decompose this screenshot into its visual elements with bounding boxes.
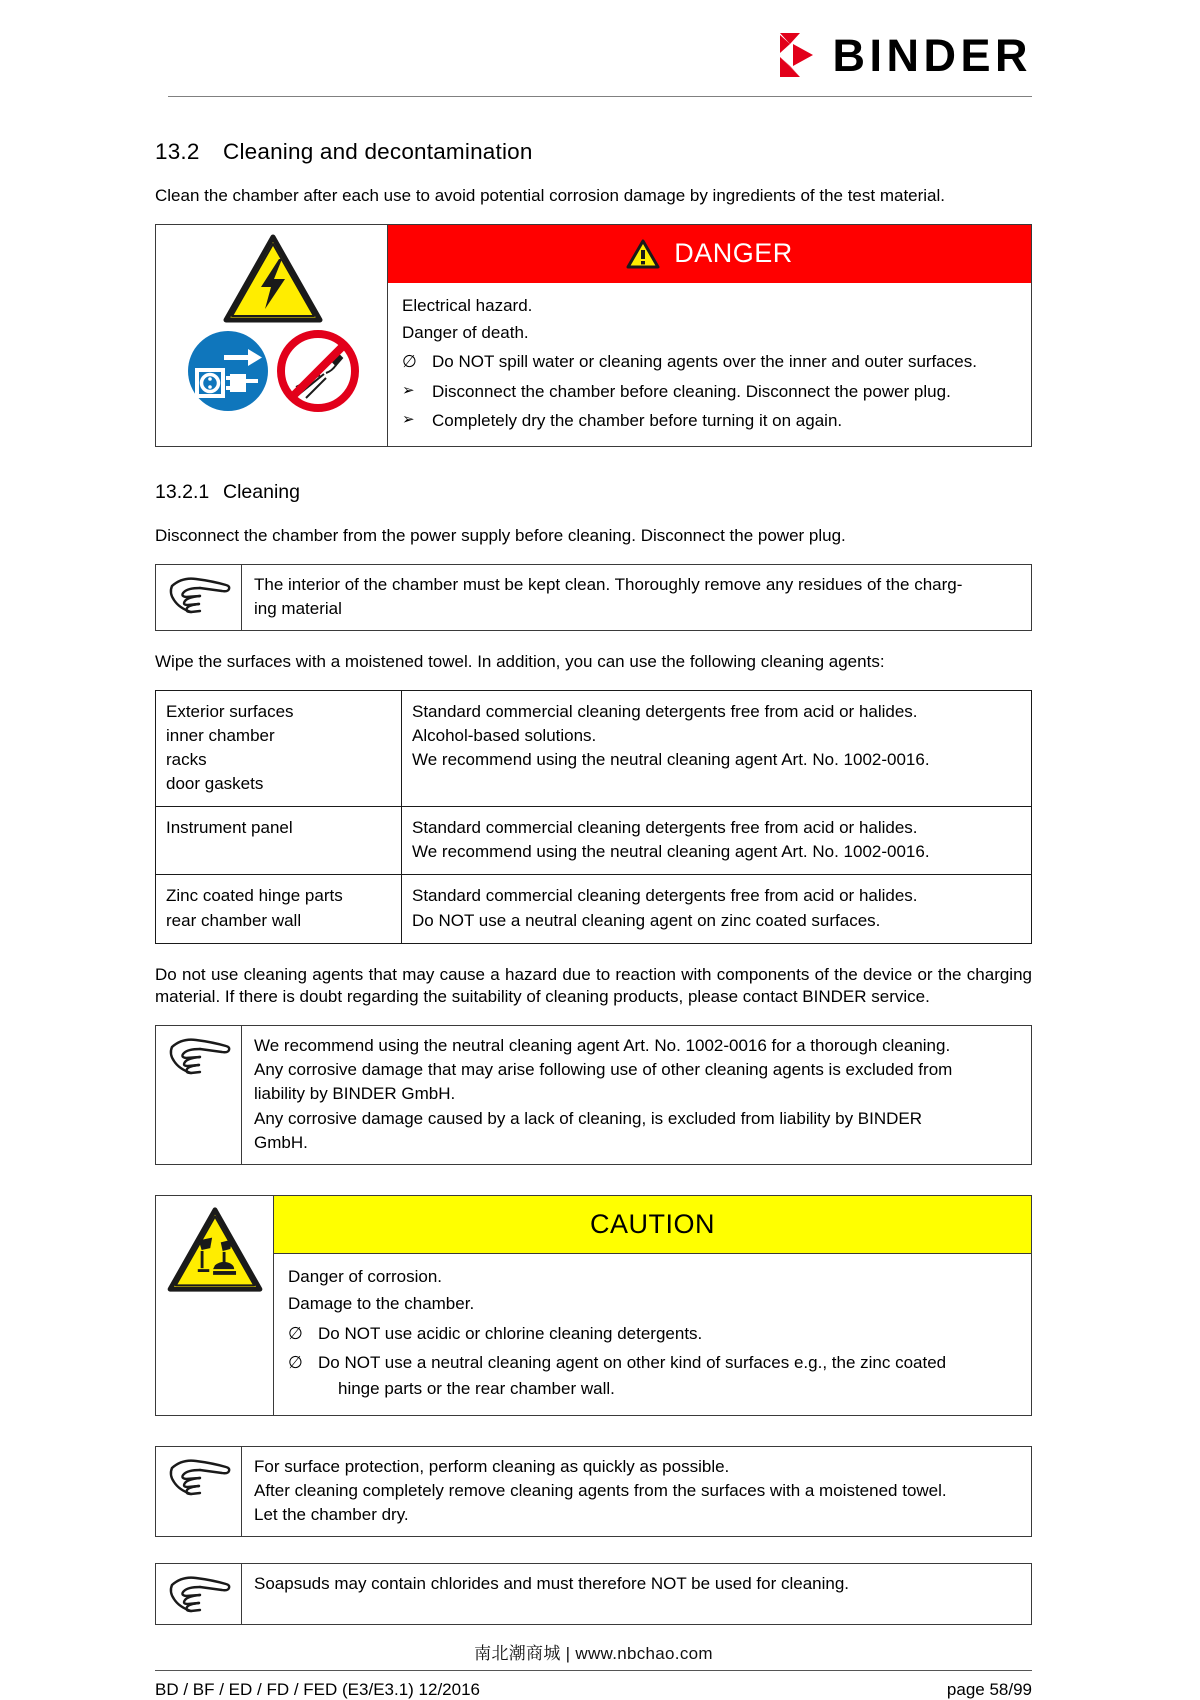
- note-line: liability by BINDER GmbH.: [254, 1084, 456, 1104]
- caution-banner: [274, 1196, 1031, 1254]
- section-heading: [155, 138, 1032, 165]
- prohibition-bullet-mark: ∅: [288, 1323, 303, 1343]
- danger-body-text: [388, 283, 1031, 447]
- pointing-hand-icon: [166, 573, 232, 617]
- danger-bullet-text: Do NOT spill water or cleaning agents over the inner and outer surfaces.: [432, 352, 977, 372]
- table-cell-line: door gaskets: [166, 774, 264, 794]
- table-cell-agents: [402, 875, 1032, 943]
- note-line: The interior of the chamber must be kept clean. Thoroughly remove any residues of the charg-: [254, 574, 963, 594]
- note-text: [242, 1447, 1031, 1536]
- note-box: [155, 1446, 1032, 1537]
- page-footer: [155, 1671, 1032, 1700]
- note-icon-cell: [156, 1447, 242, 1536]
- caution-bullet: [288, 1350, 1017, 1403]
- danger-line: Danger of death.: [402, 323, 529, 343]
- pointing-hand-icon: [166, 1455, 232, 1499]
- section-intro-text: Clean the chamber after each use to avoid potential corrosion damage by ingredients of the test material.: [155, 186, 946, 205]
- pointing-hand-icon: [166, 1572, 232, 1616]
- note-text: [242, 1564, 1031, 1624]
- danger-pictogram-cell: [156, 225, 388, 447]
- caution-banner-label: CAUTION: [590, 1208, 715, 1239]
- note-icon-cell: [156, 1564, 242, 1624]
- note-box: [155, 1025, 1032, 1165]
- note-line: GmbH.: [254, 1132, 308, 1152]
- section-number: 13.2: [155, 139, 200, 164]
- table-cell-surface: [156, 690, 402, 807]
- caution-content: [274, 1196, 1031, 1415]
- table-cell-line: inner chamber: [166, 725, 275, 745]
- table-cell-line: Alcohol-based solutions.: [412, 725, 597, 745]
- danger-content: [388, 225, 1031, 447]
- danger-bullet-text: Disconnect the chamber before cleaning. Disconnect the power plug.: [432, 381, 951, 401]
- table-row: [156, 690, 1032, 807]
- site-watermark: 南北潮商城 | www.nbchao.com: [474, 1643, 713, 1663]
- header-divider: [168, 96, 1032, 97]
- note-text: [242, 1026, 1031, 1164]
- wipe-instruction-text: Wipe the surfaces with a moistened towel. In addition, you can use the following cleaning agents:: [155, 651, 885, 671]
- table-cell-line: Standard commercial cleaning detergents free from acid or halides.: [412, 818, 918, 838]
- table-cell-line: Exterior surfaces: [166, 701, 294, 721]
- table-cell-line: Standard commercial cleaning detergents free from acid or halides.: [412, 701, 918, 721]
- note-line: Let the chamber dry.: [254, 1504, 409, 1524]
- note-line: After cleaning completely remove cleaning agents from the surfaces with a moistened towel.: [254, 1480, 947, 1500]
- pointing-hand-icon: [166, 1034, 232, 1078]
- table-cell-surface: [156, 807, 402, 875]
- danger-bullet: [402, 408, 1017, 434]
- table-row: [156, 807, 1032, 875]
- danger-bullet: [402, 379, 1017, 405]
- table-cell-line: Standard commercial cleaning detergents free from acid or halides.: [412, 886, 918, 906]
- hazard-paragraph: Do not use cleaning agents that may cause a hazard due to reaction with components of the device or the charging material. If there is doubt regarding the suitability of cleaning products, please contact BINDER service.: [155, 964, 1032, 1007]
- caution-bullet-line: hinge parts or the rear chamber wall.: [338, 1379, 615, 1399]
- caution-line: Danger of corrosion.: [288, 1266, 443, 1286]
- danger-bullet-text: Completely dry the chamber before turning it on again.: [432, 411, 843, 431]
- caution-bullet: [288, 1321, 1017, 1347]
- prohibition-bullet-mark: ∅: [402, 352, 417, 372]
- subsection-number: 13.2.1: [155, 481, 210, 504]
- table-cell-line: Zinc coated hinge parts: [166, 886, 343, 906]
- table-cell-surface: [156, 875, 402, 943]
- cleaning-agents-table: [155, 690, 1032, 944]
- table-cell-line: We recommend using the neutral cleaning agent Art. No. 1002-0016.: [412, 842, 930, 862]
- page-header: [0, 0, 1200, 96]
- subsection-intro-text: Disconnect the chamber from the power supply before cleaning. Disconnect the power plug.: [155, 525, 846, 545]
- brand-logo: [168, 26, 1032, 84]
- note-box: [155, 564, 1032, 631]
- note-icon-cell: [156, 565, 242, 630]
- note-text: [242, 565, 1031, 630]
- table-cell-agents: [402, 807, 1032, 875]
- no-water-spray-prohibition-icon: [276, 329, 360, 413]
- caution-warning-box: [155, 1195, 1032, 1416]
- warning-triangle-exclamation-icon: [626, 239, 660, 269]
- note-line: We recommend using the neutral cleaning agent Art. No. 1002-0016 for a thorough cleaning.: [254, 1036, 951, 1056]
- caution-pictogram-cell: [156, 1196, 274, 1415]
- table-cell-line: rear chamber wall: [166, 910, 302, 930]
- table-cell-line: We recommend using the neutral cleaning agent Art. No. 1002-0016.: [412, 749, 930, 769]
- caution-bullet-text: Do NOT use acidic or chlorine cleaning detergents.: [318, 1323, 703, 1343]
- danger-banner-label: DANGER: [674, 238, 793, 269]
- subsection-title-text: Cleaning: [223, 481, 300, 504]
- table-cell-line: racks: [166, 749, 207, 769]
- prohibition-bullet-mark: ∅: [288, 1352, 303, 1372]
- note-line: For surface protection, perform cleaning as quickly as possible.: [254, 1456, 730, 1476]
- caution-bullet-text: [318, 1350, 1017, 1403]
- binder-triangle-logo-icon: [780, 33, 818, 77]
- note-line: Soapsuds may contain chlorides and must therefore NOT be used for cleaning.: [254, 1573, 850, 1593]
- table-cell-agents: [402, 690, 1032, 807]
- table-cell-line: Instrument panel: [166, 818, 293, 838]
- corrosion-warning-triangle-icon: [167, 1206, 263, 1294]
- footer-page-number: page 58/99: [946, 1679, 1032, 1699]
- page-content: [0, 138, 1200, 1700]
- table-cell-line: Do NOT use a neutral cleaning agent on zinc coated surfaces.: [412, 910, 881, 930]
- section-title-text: Cleaning and decontamination: [223, 139, 533, 164]
- high-voltage-warning-triangle-icon: [223, 233, 323, 325]
- danger-bullet: [402, 349, 1017, 375]
- note-line: Any corrosive damage that may arise following use of other cleaning agents is excluded from: [254, 1060, 953, 1080]
- note-box: [155, 1563, 1032, 1625]
- caution-bullet-line: Do NOT use a neutral cleaning agent on other kind of surfaces e.g., the zinc coated: [318, 1352, 947, 1372]
- note-icon-cell: [156, 1026, 242, 1164]
- arrow-bullet-mark: ➢: [402, 381, 415, 399]
- table-row: [156, 875, 1032, 943]
- arrow-bullet-mark: ➢: [402, 411, 415, 429]
- danger-banner: [388, 225, 1031, 283]
- footer-document-code: BD / BF / ED / FD / FED (E3/E3.1) 12/2016: [155, 1679, 481, 1699]
- caution-line: Damage to the chamber.: [288, 1294, 475, 1314]
- note-line: Any corrosive damage caused by a lack of cleaning, is excluded from liability by BINDER: [254, 1108, 923, 1128]
- danger-line: Electrical hazard.: [402, 295, 533, 315]
- brand-name: BINDER: [832, 29, 1032, 81]
- note-line: ing material: [254, 598, 342, 618]
- subsection-heading: [155, 481, 1032, 504]
- disconnect-mains-plug-mandatory-icon: [186, 329, 270, 413]
- danger-warning-box: [155, 224, 1032, 448]
- caution-body-text: [274, 1254, 1031, 1415]
